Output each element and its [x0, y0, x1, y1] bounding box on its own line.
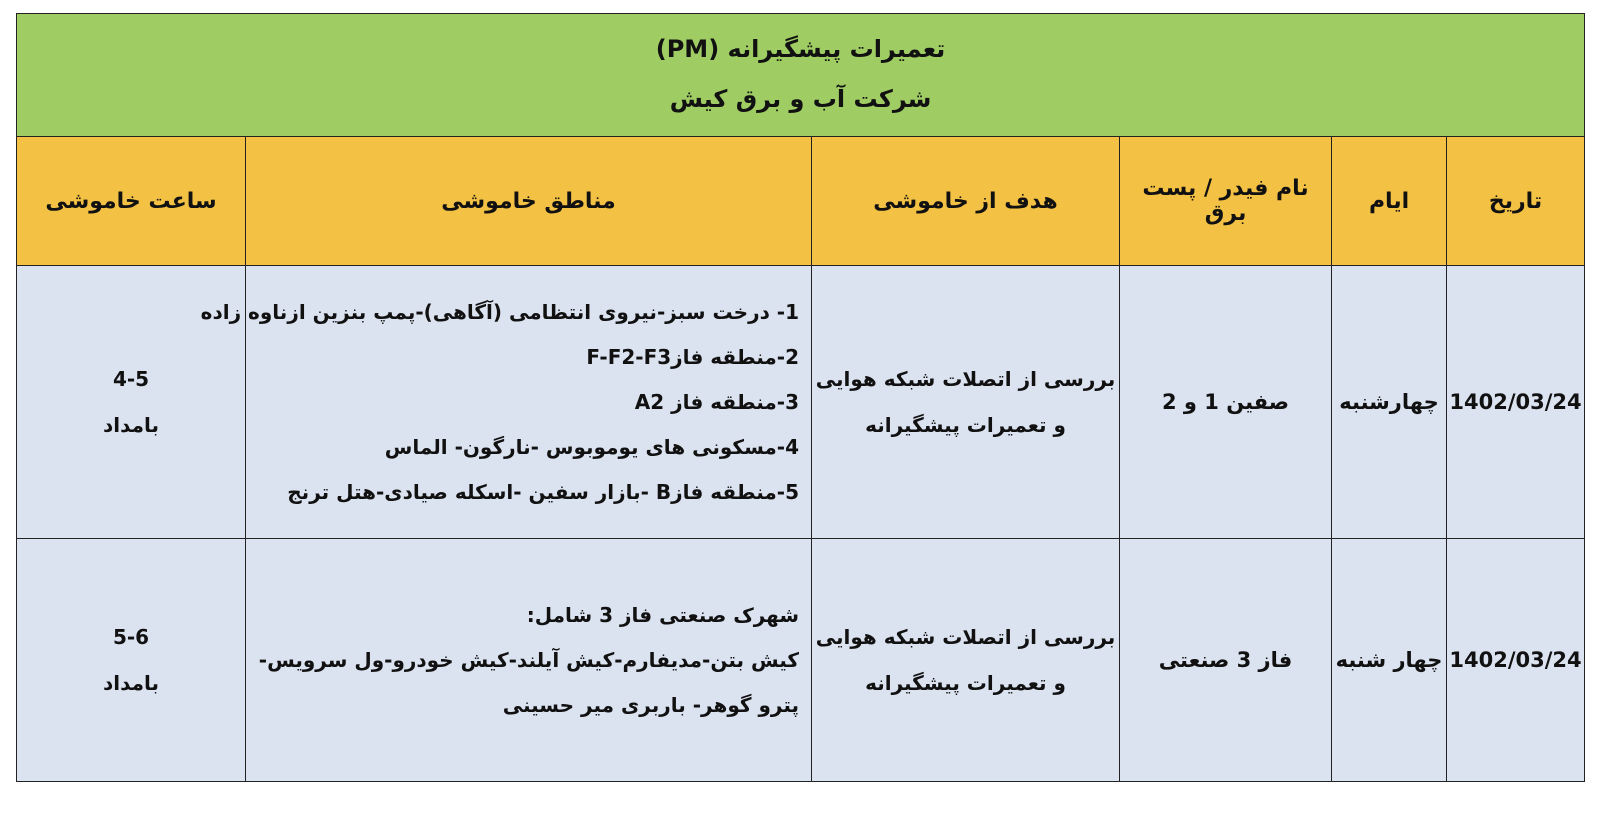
- area-item: 3-منطقه فاز A2: [634, 389, 800, 414]
- goal-line: و تعمیرات پیشگیرانه: [865, 413, 1066, 437]
- goal-line: و تعمیرات پیشگیرانه: [865, 671, 1066, 695]
- header-day: ایام: [1332, 137, 1447, 266]
- table-row: [17, 266, 1585, 539]
- goal-cell: [812, 539, 1120, 782]
- goal-cell: [812, 266, 1120, 539]
- company-name: شرکت آب و برق کیش: [669, 85, 932, 113]
- header-time: ساعت خاموشی: [17, 137, 246, 266]
- header-feeder: نام فیدر / پست برق: [1120, 137, 1332, 266]
- goal-line: بررسی از اتصلات شبکه هوایی: [815, 625, 1116, 649]
- day-cell: چهار شنبه: [1332, 539, 1447, 782]
- goal-line: بررسی از اتصلات شبکه هوایی: [815, 367, 1116, 391]
- date-cell: 1402/03/24: [1447, 266, 1585, 539]
- title-cell: [17, 14, 1585, 137]
- header-date: تاریخ: [1447, 137, 1585, 266]
- areas-cell: [246, 539, 812, 782]
- day-cell: چهارشنبه: [1332, 266, 1447, 539]
- feeder-cell: صفین 1 و 2: [1120, 266, 1332, 539]
- header-goal: هدف از خاموشی: [812, 137, 1120, 266]
- area-item: 4-مسکونی های یوموبوس -نارگون- الماس: [384, 434, 800, 459]
- feeder-cell: فاز 3 صنعتی: [1120, 539, 1332, 782]
- areas-cell: [200, 266, 812, 539]
- date-cell: 1402/03/24: [1447, 539, 1585, 782]
- area-item: پترو گوهر- باربری میر حسینی: [502, 692, 800, 717]
- area-item: شهرک صنعتی فاز 3 شامل:: [526, 602, 800, 627]
- time-cell: [17, 539, 246, 782]
- time-range: 5-6: [112, 625, 150, 649]
- pm-schedule-table: [16, 13, 1585, 782]
- area-item: کیش بتن-مدیفارم-کیش آیلند-کیش خودرو-ول سرویس-: [258, 647, 800, 672]
- header-areas: مناطق خاموشی: [246, 137, 812, 266]
- table-row: [17, 539, 1585, 782]
- title-row: [17, 14, 1585, 137]
- area-item: 2-منطقه فازF-F2-F3: [586, 344, 800, 369]
- page-title: تعمیرات پیشگیرانه (PM): [655, 35, 946, 64]
- area-item: 1- درخت سبز-نیروی انتظامی (آگاهی)-پمپ بنزین ازناوه زاده: [200, 299, 800, 324]
- time-period: بامداد: [102, 413, 160, 437]
- area-item: 5-منطقه فازB -بازار سفین -اسکله صیادی-هتل ترنج: [287, 479, 800, 504]
- header-row: [17, 137, 1585, 266]
- time-period: بامداد: [102, 671, 160, 695]
- pm-schedule-sheet: [16, 13, 1584, 782]
- time-range: 4-5: [112, 367, 150, 391]
